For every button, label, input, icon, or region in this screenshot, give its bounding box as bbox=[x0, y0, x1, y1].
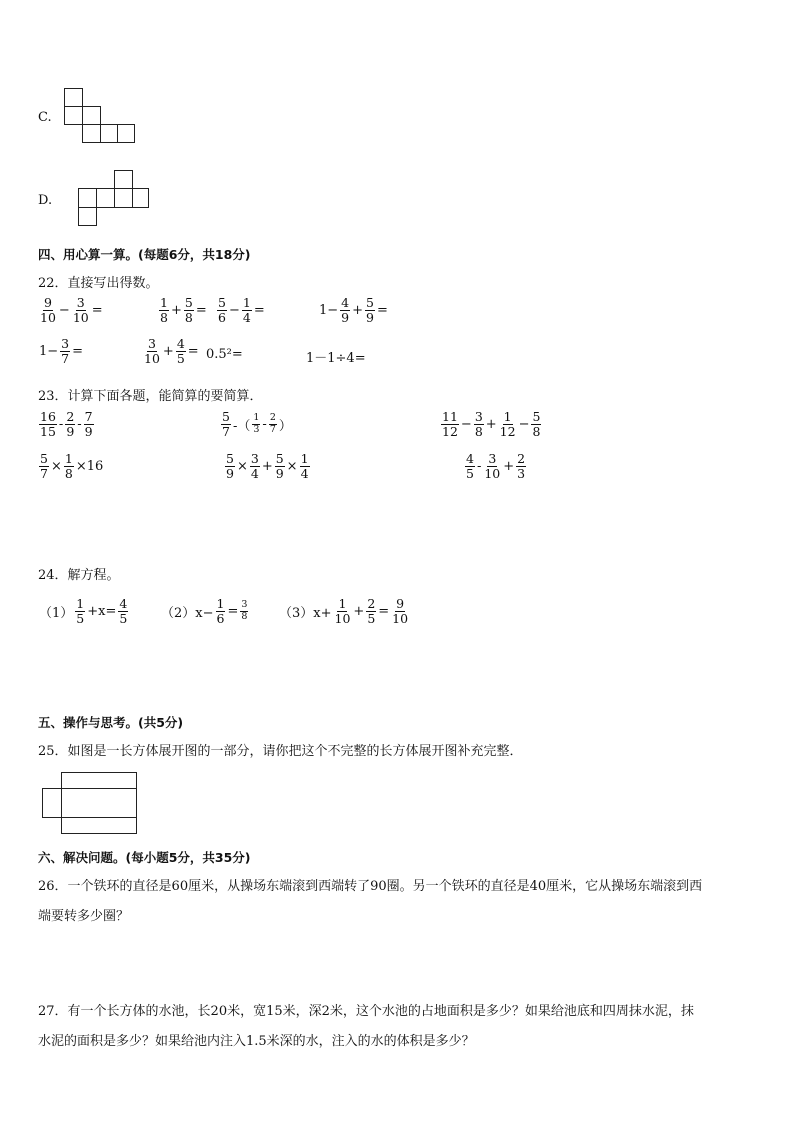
q25-prompt: 25．如图是一长方体展开图的一部分，请你把这个不完整的长方体展开图补充完整． bbox=[38, 744, 523, 759]
q23-prompt: 23．计算下面各题，能简算的要简算． bbox=[38, 389, 263, 404]
q22-expr-6: $\frac{3}{10}$ + $\frac{4}{5}$ = bbox=[144, 336, 199, 367]
q23-expr-2: $\frac{5}{7}$ -（ $\frac{1}{3}$ - $\frac{2}{7}$ ） bbox=[222, 409, 292, 440]
q22-expr-5: 1− $\frac{3}{7}$ = bbox=[39, 336, 84, 367]
q23-expr-1: $\frac{16}{15}$ - $\frac{2}{9}$ - $\frac{7}{9}$ bbox=[40, 409, 93, 440]
q22-expr-8: 1－1÷4= bbox=[306, 351, 366, 366]
section-6-title: 六、解决问题。(每小题5分，共35分) bbox=[38, 850, 251, 865]
q26-line-2: 端要转多少圈？ bbox=[38, 909, 130, 924]
q23-expr-6: $\frac{4}{5}$ - $\frac{3}{10}$ + $\frac{2}{3}$ bbox=[466, 451, 526, 482]
q26-line-1: 26．一个铁环的直径是60厘米，从操场东端滚到西端转了90圈。另一个铁环的直径是40厘米，它从操场东端滚到西 bbox=[38, 879, 703, 894]
q22-expr-3: $\frac{5}{6}$ − $\frac{1}{4}$ = bbox=[218, 295, 265, 326]
q27-line-2: 水泥的面积是多少？如果给池内注入1.5米深的水，注入的水的体积是多少？ bbox=[38, 1034, 475, 1049]
q24-eq-3: （3）x+ $\frac{1}{10}$ + $\frac{2}{5}$ = $\frac{9}{10}$ bbox=[279, 596, 409, 627]
section-5-title: 五、操作与思考。(共5分) bbox=[38, 715, 184, 730]
q22-expr-7: 0.5²= bbox=[206, 347, 243, 362]
section-4-title: 四、用心算一算。(每题6分，共18分) bbox=[38, 247, 251, 262]
option-c-label: C. bbox=[38, 110, 52, 125]
q23-expr-5: $\frac{5}{9}$ × $\frac{3}{4}$ + $\frac{5}{9}$ × $\frac{1}{4}$ bbox=[226, 451, 309, 482]
q24-prompt: 24．解方程。 bbox=[38, 568, 120, 583]
q22-expr-4: 1− $\frac{4}{9}$ + $\frac{5}{9}$ = bbox=[319, 295, 388, 326]
q22-prompt: 22．直接写出得数。 bbox=[38, 276, 159, 291]
q23-expr-3: $\frac{11}{12}$ − $\frac{3}{8}$ + $\frac{1}{12}$ − $\frac{5}{8}$ bbox=[442, 409, 541, 440]
q23-expr-4: $\frac{5}{7}$ × $\frac{1}{8}$ ×16 bbox=[40, 451, 104, 482]
q24-eq-1: （1） $\frac{1}{5}$ +x= $\frac{4}{5}$ bbox=[39, 596, 128, 627]
q22-expr-1: $\frac{9}{10}$ − $\frac{3}{10}$ = bbox=[40, 295, 103, 326]
q27-line-1: 27．有一个长方体的水池，长20米，宽15米，深2米，这个水池的占地面积是多少？如果给池底和四周抹水泥，抹 bbox=[38, 1004, 694, 1019]
q24-eq-2: （2）x− $\frac{1}{6}$ = $\frac{3}{8}$ bbox=[161, 596, 248, 627]
q22-expr-2: $\frac{1}{8}$ + $\frac{5}{8}$ = bbox=[160, 295, 207, 326]
option-d-label: D. bbox=[38, 193, 53, 208]
